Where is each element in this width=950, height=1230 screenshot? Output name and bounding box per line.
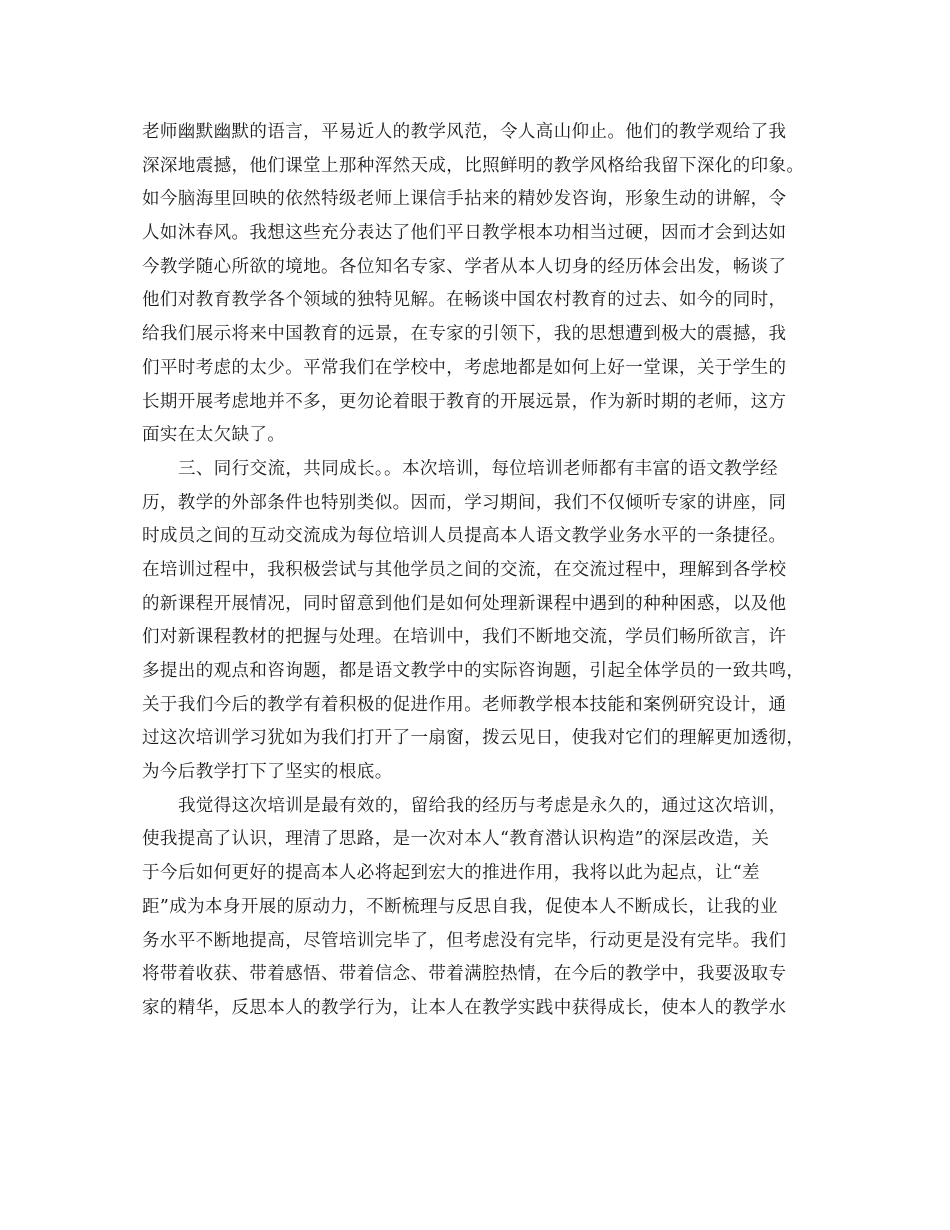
text-line: 长期开展考虑地并不多，更勿论着眼于教育的开展远景，作为新时期的老师，这方 (142, 391, 787, 412)
text-line: 他们对教育教学各个领域的独特见解。在畅谈中国农村教育的过去、如今的同时， (142, 290, 787, 311)
text-line: 如今脑海里回映的依然特级老师上课信手拈来的精妙发咨询，形象生动的讲解，令 (142, 189, 787, 210)
text-line: 过这次培训学习犹如为我们打开了一扇窗，拨云见日，使我对它们的理解更加透彻， (142, 728, 805, 749)
text-line: 距”成为本身开展的原动力，不断梳理与反思自我，促使本人不断成长，让我的业 (142, 896, 778, 917)
paragraph-start-line: 三、同行交流，共同成长。。本次培训，每位培训老师都有丰富的语文教学经 (178, 458, 778, 479)
text-line: 使我提高了认识，理清了思路，是一次对本人“教育潜认识构造”的深层改造，关 (142, 829, 770, 850)
text-line: 于今后如何更好的提高本人必将起到宏大的推进作用，我将以此为起点，让“差 (142, 863, 760, 884)
text-line: 面实在太欠缺了。 (142, 425, 286, 446)
text-line: 今教学随心所欲的境地。各位知名专家、学者从本人切身的经历体会出发，畅谈了 (142, 256, 787, 277)
text-line: 的新课程开展情况，同时留意到他们是如何处理新课程中遇到的种种困惑，以及他 (142, 593, 787, 614)
text-line: 们对新课程教材的把握与处理。在培训中，我们不断地交流，学员们畅所欲言，许 (142, 627, 787, 648)
text-line: 多提出的观点和咨询题，都是语文教学中的实际咨询题，引起全体学员的一致共鸣， (142, 661, 805, 681)
text-line: 在培训过程中，我积极尝试与其他学员之间的交流，在交流过程中，理解到各学校 (142, 559, 787, 580)
text-line: 家的精华，反思本人的教学行为，让本人在教学实践中获得成长，使本人的教学水 (142, 997, 787, 1018)
text-line: 给我们展示将来中国教育的远景，在专家的引领下，我的思想遭到极大的震撼，我 (142, 324, 787, 345)
text-line: 务水平不断地提高，尽管培训完毕了，但考虑没有完毕，行动更是没有完毕。我们 (142, 930, 787, 951)
paragraph-start-line: 我觉得这次培训是最有效的，留给我的经历与考虑是永久的，通过这次培训， (178, 795, 787, 816)
text-line: 们平时考虑的太少。平常我们在学校中，考虑地都是如何上好一堂课，关于学生的 (142, 357, 787, 378)
text-line: 深深地震撼，他们课堂上那种浑然天成，比照鲜明的教学风格给我留下深化的印象。 (142, 155, 805, 176)
document-body (142, 116, 822, 1026)
text-line: 老师幽默幽默的语言，平易近人的教学风范，令人高山仰止。他们的教学观给了我 (142, 122, 787, 142)
text-line: 人如沐春风。我想这些充分表达了他们平日教学根本功相当过硬，因而才会到达如 (142, 223, 787, 244)
text-line: 为今后教学打下了坚实的根底。 (142, 762, 393, 783)
text-line: 历，教学的外部条件也特别类似。因而，学习期间，我们不仅倾听专家的讲座，同 (142, 492, 787, 513)
text-line: 将带着收获、带着感悟、带着信念、带着满腔热情，在今后的教学中，我要汲取专 (142, 964, 787, 985)
text-line: 关于我们今后的教学有着积极的促进作用。老师教学根本技能和案例研究设计，通 (142, 694, 787, 715)
text-line: 时成员之间的互动交流成为每位培训人员提高本人语文教学业务水平的一条捷径。 (142, 526, 787, 547)
